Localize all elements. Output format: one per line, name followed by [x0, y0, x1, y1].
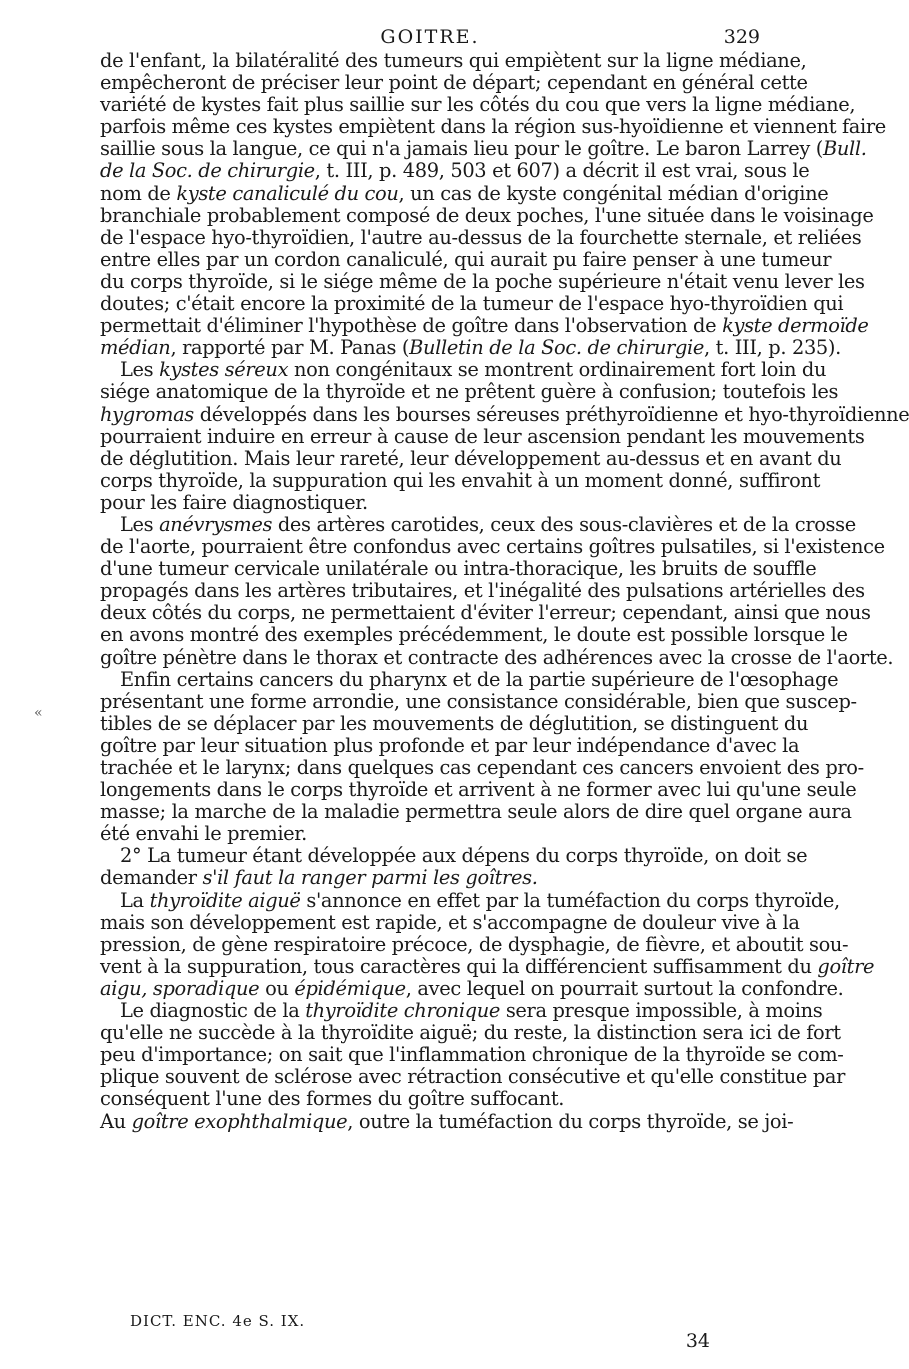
text-line — [100, 225, 862, 249]
text-line — [100, 1109, 794, 1133]
text-segment: permettait d'éliminer l'hypothèse de goître dans l'observation de — [100, 314, 723, 338]
text-segment: , outre la tuméfaction du corps thyroïde, se joi- — [347, 1109, 794, 1133]
running-head: GOITRE. — [380, 26, 480, 48]
text-line — [100, 711, 809, 735]
text-segment: empêcheront de préciser leur point de départ; cependant en général cette — [100, 71, 808, 95]
text-segment: longements dans le corps thyroïde et arrivent à ne former avec lui qu'une seule — [100, 778, 857, 802]
text-segment: conséquent l'une des formes du goître suffocant. — [100, 1087, 565, 1111]
text-segment: propagés dans les artères tributaires, et l'inégalité des pulsations artérielles des — [100, 579, 865, 603]
text-segment: été envahi le premier. — [100, 822, 307, 846]
text-segment: Les — [120, 512, 160, 536]
text-segment: de l'aorte, pourraient être confondus avec certains goîtres pulsatiles, si l'existence — [100, 535, 885, 559]
text-segment: doutes; c'était encore la proximité de la tumeur de l'espace hyo-thyroïdien qui — [100, 292, 844, 316]
text-segment: , t. III, p. 489, 503 et 607) a décrit il est vrai, sous le — [314, 159, 810, 183]
text-segment: pression, de gène respiratoire précoce, de dysphagie, de fièvre, et aboutit sou- — [100, 932, 849, 956]
text-segment: siége anatomique de la thyroïde et ne prêtent guère à confusion; toutefois les — [100, 380, 839, 404]
text-segment: s'annonce en effet par la tuméfaction du corps thyroïde, — [300, 888, 840, 912]
printer-signature: DICT. ENC. 4e S. IX. — [130, 1312, 306, 1330]
text-line — [100, 159, 810, 183]
text-segment: tibles de se déplacer par les mouvements de déglutition, se distinguent du — [100, 711, 809, 735]
text-line — [100, 512, 856, 536]
text-segment: vent à la suppuration, tous caractères qui la différencient suffisamment du — [100, 954, 818, 978]
text-line — [100, 623, 848, 647]
italic-text: épidémique — [294, 976, 406, 1000]
text-line — [100, 888, 840, 912]
text-segment: développés dans les bourses séreuses préthyroïdienne et hyo-thyroïdienne — [193, 402, 909, 426]
text-segment: du corps thyroïde, si le siége même de la poche supérieure n'était venu lever les — [100, 269, 865, 293]
text-line — [100, 115, 886, 139]
text-line — [100, 1021, 841, 1045]
text-line — [100, 867, 764, 889]
text-line — [100, 910, 800, 934]
text-line — [100, 1088, 764, 1110]
text-line — [100, 424, 865, 448]
text-segment: masse; la marche de la maladie permettra seule alors de dire quel organe aura — [100, 800, 852, 824]
text-line — [100, 402, 909, 426]
text-line — [100, 800, 852, 824]
text-line — [100, 269, 865, 293]
text-segment: Enfin certains cancers du pharynx et de la partie supérieure de l'œsophage — [120, 667, 839, 691]
text-segment: en avons montré des exemples précédemment, le doute est possible lorsque le — [100, 623, 848, 647]
text-segment: saillie sous la langue, ce qui n'a jamais lieu pour le goître. Le baron Larrey ( — [100, 137, 823, 161]
italic-text: Bull. — [822, 137, 867, 161]
italic-text: goître — [817, 954, 875, 978]
text-line — [100, 756, 864, 779]
text-segment: plique souvent de sclérose avec rétraction consécutive et qu'elle constitue par — [100, 1065, 846, 1089]
text-segment: parfois même ces kystes empiètent dans la région sus-hyoïdienne et viennent faire — [100, 115, 886, 139]
text-segment: La — [120, 888, 150, 912]
text-segment: variété de kystes fait plus saillie sur les côtés du cou que vers la ligne médiane, — [100, 93, 856, 117]
italic-text: Bulletin de la Soc. de chirurgie — [409, 336, 705, 360]
italic-text: thyroïdite chronique — [305, 999, 501, 1023]
text-line — [100, 954, 875, 978]
text-segment: , rapporté par M. Panas ( — [170, 336, 410, 360]
text-line — [100, 1043, 844, 1067]
text-segment: sera presque impossible, à moins — [500, 999, 823, 1023]
text-segment: de l'espace hyo-thyroïdien, l'autre au-dessus de la fourchette sternale, et reliées — [100, 225, 862, 249]
italic-text: aigu, sporadique — [100, 976, 260, 1000]
text-segment: branchiale probablement composé de deux poches, l'une située dans le voisinage — [100, 203, 874, 227]
text-segment: Le diagnostic de la — [120, 999, 306, 1023]
text-line — [100, 999, 823, 1023]
text-segment: Au — [100, 1109, 132, 1133]
text-segment: , avec lequel on pourrait surtout la confondre. — [405, 976, 844, 1000]
text-line — [100, 535, 885, 559]
text-segment: entre elles par un cordon canaliculé, qui aurait pu faire penser à une tumeur — [100, 247, 832, 271]
italic-text: goître exophthalmique — [131, 1109, 348, 1133]
text-line — [100, 601, 871, 625]
page-footer — [100, 1312, 760, 1362]
text-segment: d'une tumeur cervicale unilatérale ou intra-thoracique, les bruits de souffle — [100, 557, 817, 581]
text-line — [100, 137, 867, 161]
text-segment: mais son développement est rapide, et s'accompagne de douleur vive à la — [100, 910, 800, 934]
text-line — [100, 181, 829, 205]
text-line — [100, 358, 827, 382]
text-line — [100, 844, 808, 868]
italic-text: hygromas — [100, 402, 194, 426]
text-line — [100, 49, 807, 72]
text-segment: pour les faire diagnostiquer. — [100, 490, 368, 514]
text-segment: peu d'importance; on sait que l'inflammation chronique de la thyroïde se com- — [100, 1043, 844, 1067]
text-segment: ou — [259, 976, 295, 1000]
italic-text: s'il faut la ranger parmi les goîtres. — [202, 866, 538, 890]
text-line — [100, 557, 817, 581]
text-segment: nom de — [100, 181, 177, 205]
text-line — [100, 492, 764, 514]
page-body — [100, 49, 909, 1133]
text-line — [100, 336, 841, 360]
text-line — [100, 380, 839, 404]
text-segment: non congénitaux se montrent ordinairement fort loin du — [288, 358, 827, 382]
text-segment: demander — [100, 866, 203, 890]
text-segment: goître pénètre dans le thorax et contracte des adhérences avec la crosse de l'aorte. — [100, 645, 894, 669]
text-line — [100, 667, 839, 691]
text-line — [100, 71, 808, 95]
text-line — [100, 314, 869, 338]
text-line — [100, 645, 894, 669]
italic-text: kyste canaliculé du cou — [176, 181, 399, 205]
text-line — [100, 1065, 846, 1089]
text-line — [100, 932, 849, 956]
italic-text: de la Soc. de chirurgie — [100, 159, 315, 183]
text-line — [100, 446, 842, 470]
text-segment: de l'enfant, la bilatéralité des tumeurs qui empiètent sur la ligne médiane, — [100, 49, 807, 72]
text-segment: présentant une forme arrondie, une consistance considérable, bien que suscep- — [100, 689, 857, 713]
text-segment: 2° La tumeur étant développée aux dépens du corps thyroïde, on doit se — [120, 844, 808, 868]
text-line — [100, 976, 844, 1000]
italic-text: thyroïdite aiguë — [149, 888, 301, 912]
text-segment: qu'elle ne succède à la thyroïdite aiguë; du reste, la distinction sera ici de fort — [100, 1021, 841, 1045]
text-segment: deux côtés du corps, ne permettaient d'éviter l'erreur; cependant, ainsi que nous — [100, 601, 871, 625]
text-segment: , t. III, p. 235). — [704, 336, 841, 360]
text-line — [100, 468, 821, 492]
italic-text: anévrysmes — [159, 512, 273, 536]
text-line — [100, 733, 800, 757]
text-line — [100, 778, 857, 802]
text-line — [100, 823, 764, 845]
italic-text: kystes séreux — [159, 358, 289, 382]
margin-mark: « — [34, 705, 43, 721]
text-segment: corps thyroïde, la suppuration qui les envahit à un moment donné, suffiront — [100, 468, 821, 492]
text-segment: Les — [120, 358, 160, 382]
text-line — [100, 203, 874, 227]
page-number: 329 — [723, 26, 760, 48]
text-line — [100, 689, 857, 713]
italic-text: kyste dermoïde — [722, 314, 869, 338]
text-line — [100, 93, 856, 117]
text-line — [100, 579, 865, 603]
text-segment: pourraient induire en erreur à cause de leur ascension pendant les mouvements — [100, 424, 865, 448]
text-line — [100, 247, 832, 271]
text-segment: trachée et le larynx; dans quelques cas cependant ces cancers envoient des pro- — [100, 756, 864, 779]
text-segment: de déglutition. Mais leur rareté, leur développement au-dessus et en avant du — [100, 446, 842, 470]
text-segment: , un cas de kyste congénital médian d'origine — [398, 181, 829, 205]
italic-text: médian — [100, 336, 171, 360]
text-segment: des artères carotides, ceux des sous-clavières et de la crosse — [272, 512, 856, 536]
sheet-number: 34 — [685, 1330, 710, 1352]
text-segment: goître par leur situation plus profonde et par leur indépendance d'avec la — [100, 733, 800, 757]
text-line — [100, 292, 844, 316]
